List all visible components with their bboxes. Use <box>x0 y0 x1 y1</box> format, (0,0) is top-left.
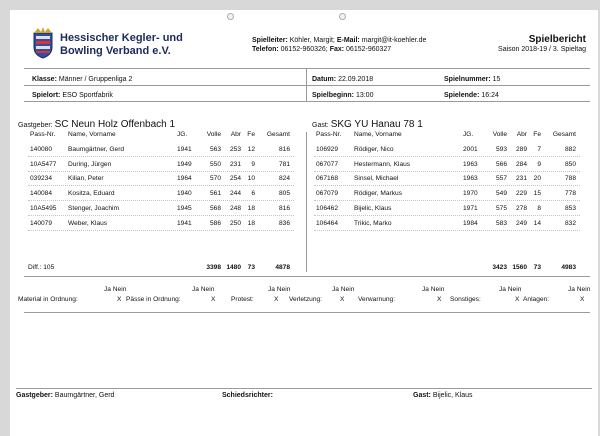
ja-nein-header: Ja Nein <box>192 286 215 293</box>
cell-name: During, Jürgen <box>68 160 112 168</box>
cell-pass: 067168 <box>316 175 339 183</box>
referee-signature-field: Schiedsrichter: <box>222 392 273 399</box>
document-title: Spielbericht <box>528 34 586 45</box>
cell-name: Weber, Klaus <box>68 219 108 227</box>
cell-fe: 12 <box>247 146 255 153</box>
organization-name: Hessischer Kegler- und Bowling Verband e.V. <box>60 32 183 57</box>
cell-abr: 229 <box>515 190 527 198</box>
column-header-abr: Abr <box>230 131 241 138</box>
cell-name: Stenger, Joachim <box>68 204 119 212</box>
column-header-gesamt: Gesamt <box>266 131 290 138</box>
cell-fe: 9 <box>537 160 541 168</box>
divider <box>24 276 590 277</box>
cell-jg: 1963 <box>463 160 478 168</box>
row-separator <box>28 230 294 231</box>
contact-line-2: Telefon: 06152-960326; Fax: 06152-960327 <box>252 46 392 53</box>
total-volle: 3398 <box>206 264 221 271</box>
cell-volle: 550 <box>209 160 221 168</box>
cell-fe: 8 <box>537 204 541 212</box>
cell-fe: 7 <box>537 146 541 153</box>
divider <box>24 101 590 102</box>
row-separator <box>314 156 580 157</box>
column-header-pass: Pass-Nr. <box>30 131 56 138</box>
cell-fe: 18 <box>247 219 255 227</box>
cell-name: Rödiger, Nico <box>354 146 394 153</box>
cell-jg: 1949 <box>177 160 192 168</box>
spielende-field: Spielende: 16:24 <box>444 92 499 99</box>
cell-pass: 140084 <box>30 190 53 198</box>
row-separator <box>28 200 294 201</box>
column-header-fe: Fe <box>247 131 255 138</box>
cell-volle: 570 <box>209 175 221 183</box>
cell-volle: 561 <box>209 190 221 198</box>
home-team-name: SC Neun Holz Offenbach 1 <box>54 119 176 130</box>
ja-nein-header: Ja Nein <box>268 286 291 293</box>
row-separator <box>28 171 294 172</box>
cell-abr: 248 <box>229 204 241 212</box>
row-separator <box>314 185 580 186</box>
cell-fe: 10 <box>247 175 255 183</box>
divider <box>16 388 592 389</box>
cell-fe: 9 <box>251 160 255 168</box>
cell-gesamt: 832 <box>564 219 576 227</box>
column-header-name: Name, Vorname <box>68 131 116 138</box>
cell-pass: 067079 <box>316 190 339 198</box>
divider <box>24 312 590 313</box>
cell-fe: 18 <box>247 204 255 212</box>
spielort-field: Spielort: ESO Sportfabrik <box>32 92 113 99</box>
ja-nein-header: Ja Nein <box>104 286 127 293</box>
cell-name: Sinsel, Michael <box>354 175 399 183</box>
ja-nein-header: Ja Nein <box>499 286 522 293</box>
row-separator <box>28 215 294 216</box>
cell-name: Baumgärtner, Gerd <box>68 146 125 153</box>
cell-gesamt: 805 <box>278 190 290 198</box>
total-abr: 1480 <box>226 264 241 271</box>
cell-volle: 575 <box>495 204 507 212</box>
cell-gesamt: 882 <box>564 146 576 153</box>
divider <box>306 68 307 102</box>
column-header-name: Name, Vorname <box>354 131 402 138</box>
guest-signature-field: Gast: Bijelic, Klaus <box>413 392 473 399</box>
column-header-jg: JG. <box>177 131 188 138</box>
cell-abr: 254 <box>229 175 241 183</box>
cell-gesamt: 781 <box>278 160 290 168</box>
check-label: Pässe in Ordnung: <box>126 296 181 303</box>
score-sheet <box>10 10 598 436</box>
divider <box>24 68 590 69</box>
season-label: Saison 2018-19 / 3. Spieltag <box>498 46 586 53</box>
guest-team-name: SKG YU Hanau 78 1 <box>330 119 423 130</box>
cell-jg: 1940 <box>177 190 192 198</box>
row-separator <box>314 200 580 201</box>
cell-name: Bijelic, Klaus <box>354 204 392 212</box>
ja-nein-header: Ja Nein <box>332 286 355 293</box>
cell-name: Hestermann, Klaus <box>354 160 411 168</box>
total-abr: 1560 <box>512 264 527 271</box>
cell-gesamt: 816 <box>278 146 290 153</box>
cell-abr: 231 <box>515 175 527 183</box>
check-mark: X <box>515 296 520 303</box>
check-mark: X <box>117 296 122 303</box>
row-separator <box>28 156 294 157</box>
cell-abr: 249 <box>515 219 527 227</box>
column-header-jg: JG. <box>463 131 474 138</box>
cell-volle: 568 <box>209 204 221 212</box>
hessen-lion-crest-icon <box>32 27 54 59</box>
cell-gesamt: 853 <box>564 204 576 212</box>
check-label: Anlagen: <box>523 296 550 303</box>
cell-pass: 106462 <box>316 204 339 212</box>
cell-jg: 2001 <box>463 146 478 153</box>
cell-name: Kositza, Eduard <box>68 190 115 198</box>
cell-jg: 1941 <box>177 219 192 227</box>
total-gesamt: 4878 <box>275 264 290 271</box>
total-volle: 3423 <box>492 264 507 271</box>
cell-jg: 1963 <box>463 175 478 183</box>
column-header-volle: Volle <box>492 131 507 138</box>
column-header-pass: Pass-Nr. <box>316 131 342 138</box>
check-label: Sonstiges: <box>450 296 481 303</box>
cell-jg: 1984 <box>463 219 478 227</box>
cell-abr: 250 <box>229 219 241 227</box>
cell-volle: 557 <box>495 175 507 183</box>
column-header-fe: Fe <box>533 131 541 138</box>
klasse-field: Klasse: Männer / Gruppenliga 2 <box>32 76 133 83</box>
divider <box>24 85 590 86</box>
row-separator <box>314 171 580 172</box>
host-signature-field: Gastgeber: Baumgärtner, Gerd <box>16 392 115 399</box>
cell-pass: 10A5477 <box>30 160 57 168</box>
cell-fe: 6 <box>251 190 255 198</box>
cell-name: Rödiger, Markus <box>354 190 403 198</box>
ja-nein-header: Ja Nein <box>568 286 591 293</box>
cell-fe: 14 <box>533 219 541 227</box>
check-mark: X <box>211 296 216 303</box>
check-mark: X <box>437 296 442 303</box>
check-mark: X <box>274 296 279 303</box>
total-fe: 73 <box>533 264 541 271</box>
column-header-gesamt: Gesamt <box>552 131 576 138</box>
spielnummer-field: Spielnummer: 15 <box>444 76 501 83</box>
column-header-abr: Abr <box>516 131 527 138</box>
contact-line-1: Spielleiter: Köhler, Margit; E-Mail: margit@it-koehler.de <box>252 37 427 44</box>
cell-volle: 583 <box>495 219 507 227</box>
cell-pass: 106464 <box>316 219 339 227</box>
cell-abr: 284 <box>515 160 527 168</box>
home-team-header: Gastgeber: SC Neun Holz Offenbach 1 <box>18 119 176 130</box>
cell-jg: 1970 <box>463 190 478 198</box>
cell-gesamt: 778 <box>564 190 576 198</box>
cell-name: Trikic, Marko <box>354 219 392 227</box>
total-gesamt: 4983 <box>561 264 576 271</box>
ja-nein-header: Ja Nein <box>422 286 445 293</box>
check-mark: X <box>340 296 345 303</box>
cell-pass: 039234 <box>30 175 53 183</box>
check-label: Verwarnung: <box>358 296 396 303</box>
check-label: Verletzung: <box>289 296 322 303</box>
row-separator <box>28 185 294 186</box>
spielbeginn-field: Spielbeginn: 13:00 <box>312 92 374 99</box>
total-fe: 73 <box>247 264 255 271</box>
cell-gesamt: 850 <box>564 160 576 168</box>
datum-field: Datum: 22.09.2018 <box>312 76 374 83</box>
check-mark: X <box>580 296 585 303</box>
cell-abr: 278 <box>515 204 527 212</box>
cell-pass: 140079 <box>30 219 53 227</box>
cell-fe: 15 <box>533 190 541 198</box>
cell-gesamt: 836 <box>278 219 290 227</box>
cell-name: Kilian, Peter <box>68 175 104 183</box>
cell-volle: 563 <box>209 146 221 153</box>
cell-jg: 1941 <box>177 146 192 153</box>
cell-jg: 1971 <box>463 204 478 212</box>
row-separator <box>314 215 580 216</box>
cell-jg: 1964 <box>177 175 192 183</box>
cell-fe: 20 <box>533 175 541 183</box>
cell-gesamt: 788 <box>564 175 576 183</box>
check-label: Material in Ordnung: <box>18 296 78 303</box>
cell-pass: 10A5495 <box>30 204 57 212</box>
cell-abr: 289 <box>515 146 527 153</box>
column-header-volle: Volle <box>206 131 221 138</box>
cell-pass: 106929 <box>316 146 339 153</box>
divider <box>306 132 307 272</box>
cell-volle: 566 <box>495 160 507 168</box>
cell-gesamt: 824 <box>278 175 290 183</box>
cell-volle: 549 <box>495 190 507 198</box>
cell-jg: 1945 <box>177 204 192 212</box>
difference-value: Diff.: 105 <box>28 264 55 271</box>
punch-hole <box>227 13 234 20</box>
cell-abr: 231 <box>229 160 241 168</box>
punch-hole <box>339 13 346 20</box>
cell-pass: 140080 <box>30 146 53 153</box>
check-label: Protest: <box>231 296 254 303</box>
cell-volle: 586 <box>209 219 221 227</box>
row-separator <box>314 230 580 231</box>
cell-volle: 593 <box>495 146 507 153</box>
cell-gesamt: 816 <box>278 204 290 212</box>
cell-pass: 067077 <box>316 160 339 168</box>
cell-abr: 253 <box>229 146 241 153</box>
cell-abr: 244 <box>229 190 241 198</box>
guest-team-header: Gast: SKG YU Hanau 78 1 <box>312 119 423 130</box>
